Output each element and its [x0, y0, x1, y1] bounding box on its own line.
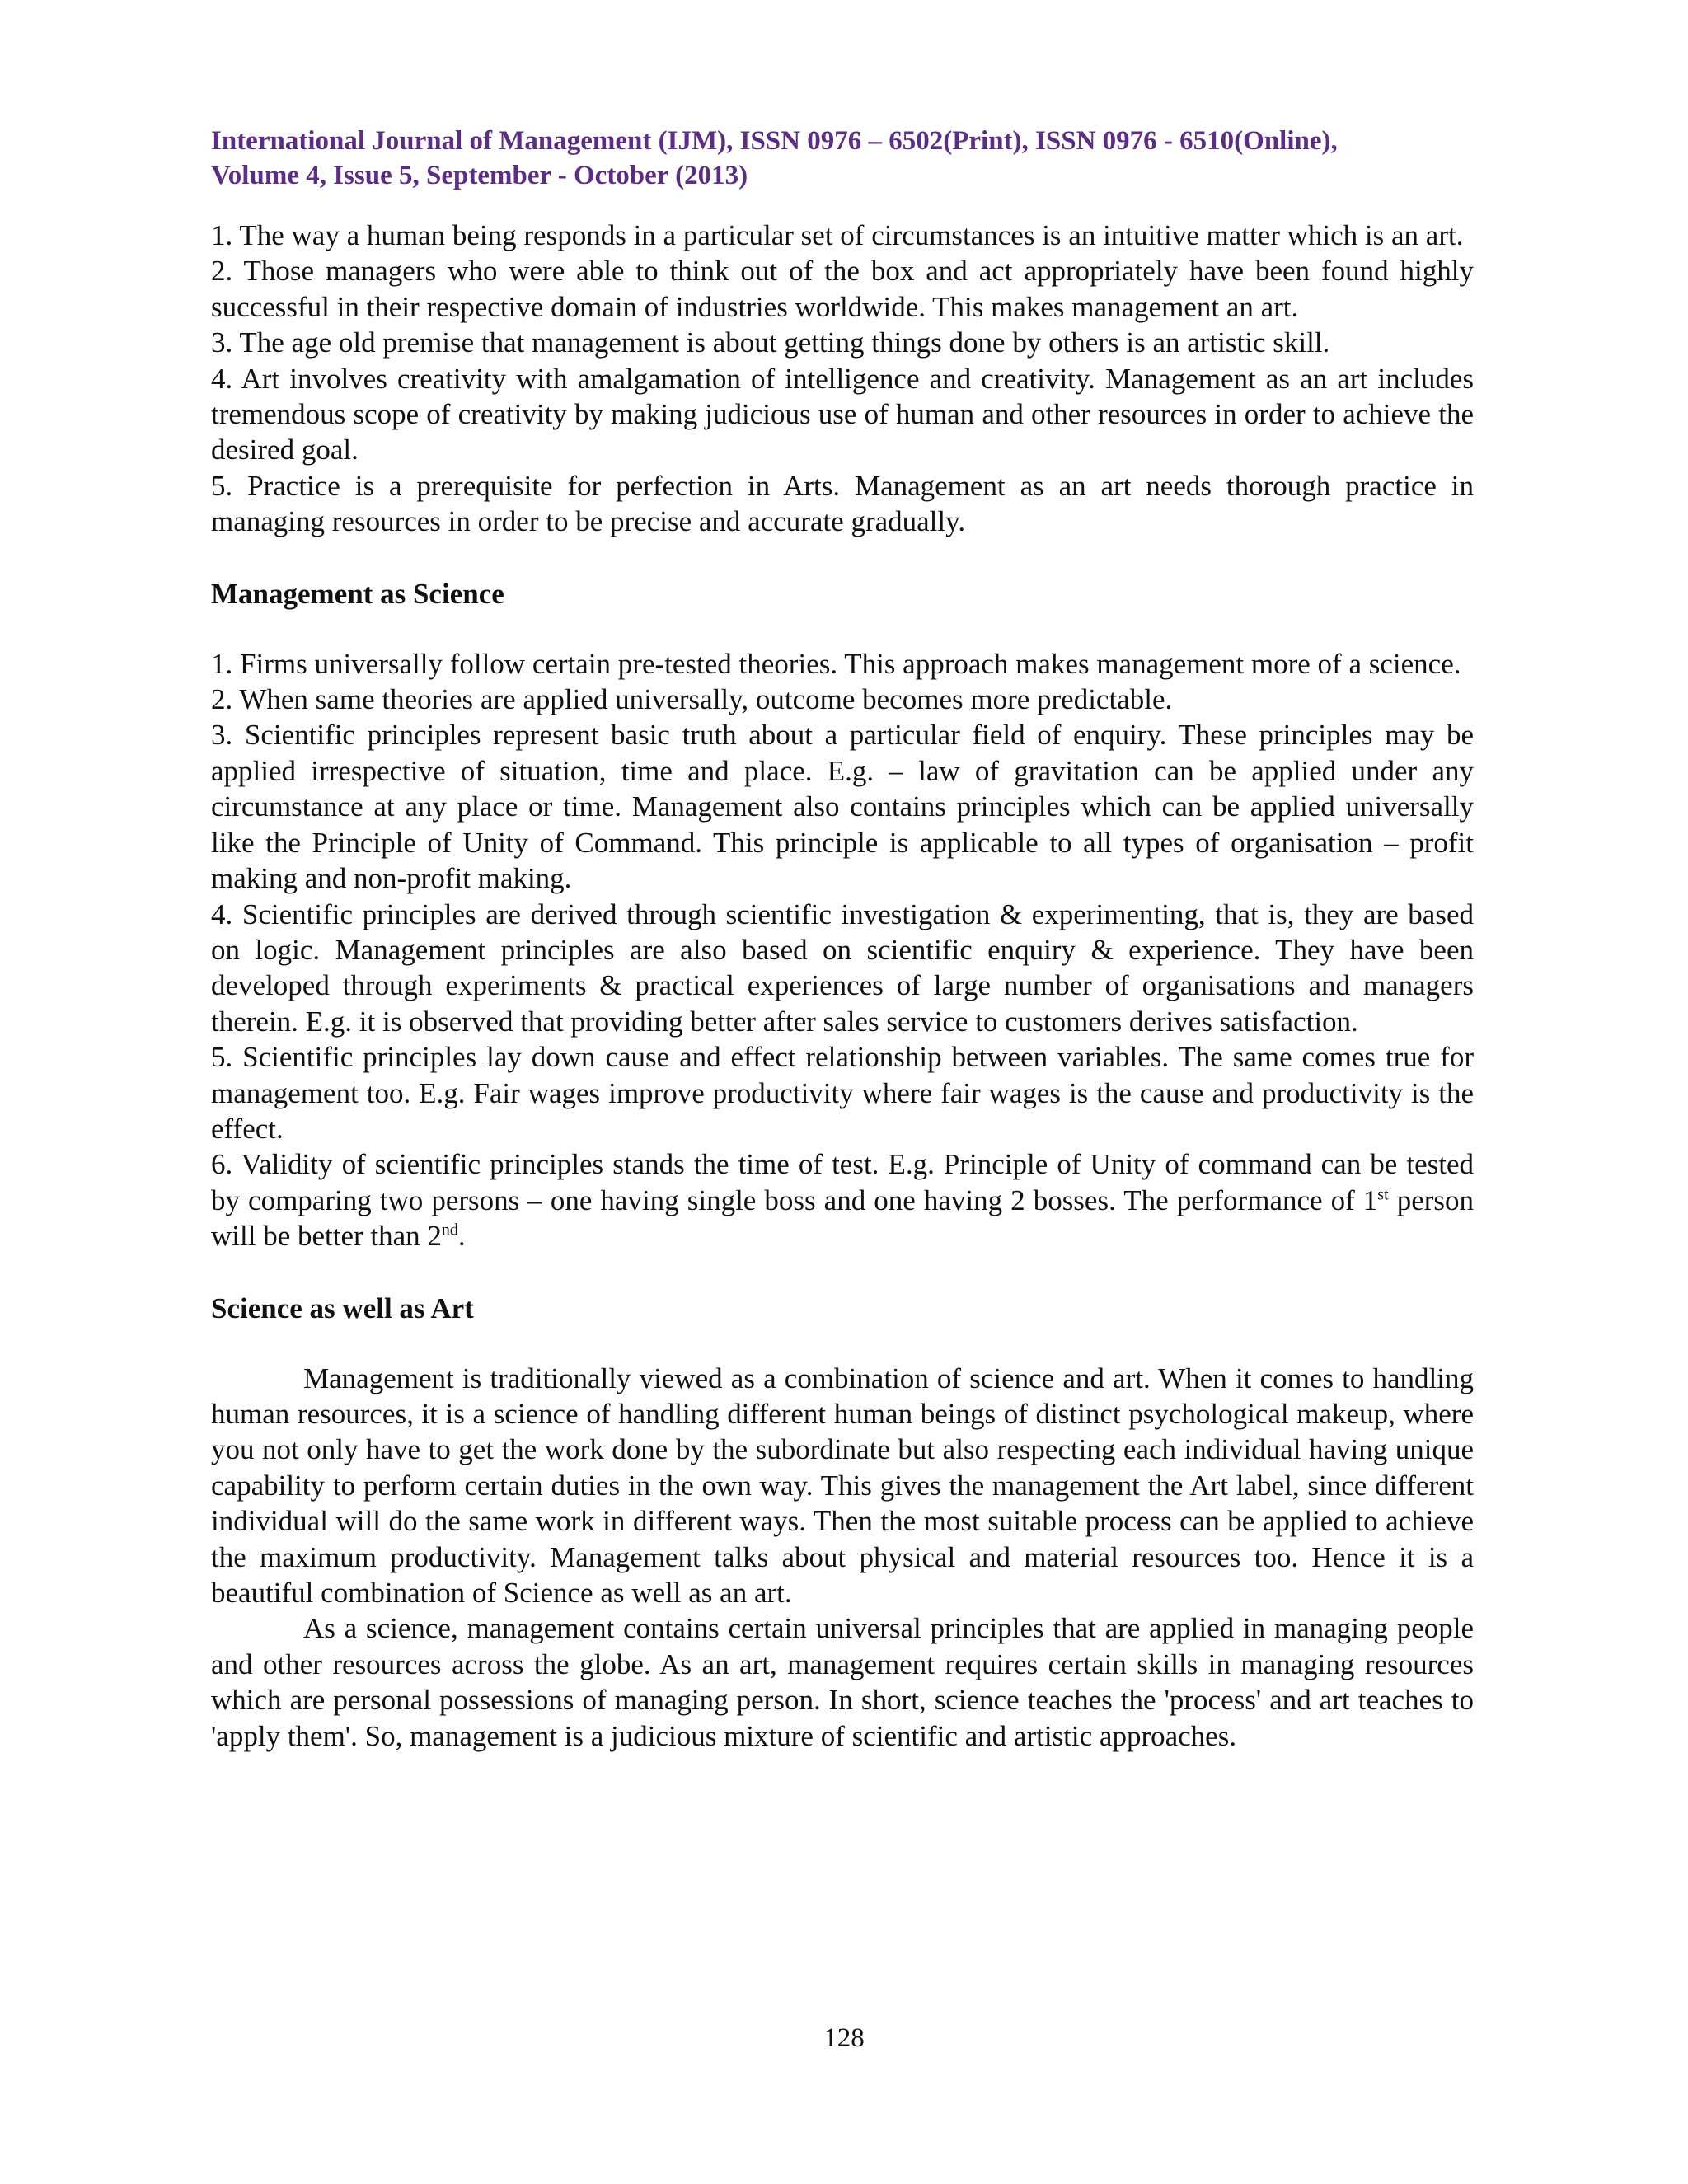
science-point-2: 2. When same theories are applied universally, outcome becomes more predictable. [211, 683, 1173, 716]
art-points-list [211, 218, 1474, 540]
art-point-4: 4. Art involves creativity with amalgamation of intelligence and creativity. Management as an art includes tremendous scope of creativity by making judicious use of human and other resources in order to achieve the desired goal. [211, 362, 1474, 466]
science-point-6-text-middle: person will be better than 2 [211, 1183, 1474, 1253]
science-points-list [211, 646, 1474, 1254]
science-point-5: 5. Scientific principles lay down cause and effect relationship between variables. The same comes true for management too. E.g. Fair wages improve productivity where fair wages is the cause and productivity is the effect. [211, 1041, 1474, 1145]
superscript-st: st [1377, 1185, 1389, 1204]
art-point-5: 5. Practice is a prerequisite for perfection in Arts. Management as an art needs thorough practice in managing resources in order to be precise and accurate gradually. [211, 469, 1474, 538]
document-page [211, 124, 1474, 1754]
combined-section-heading: Science as well as Art [211, 1291, 474, 1324]
science-point-1: 1. Firms universally follow certain pre-tested theories. This approach makes management more of a science. [211, 647, 1461, 680]
page-number: 128 [823, 2023, 865, 2053]
science-point-3: 3. Scientific principles represent basic truth about a particular field of enquiry. These principles may be applied irrespective of situation, time and place. E.g. – law of gravitation can be applied under any circumstance at any place or time. Management also contains principles which can be applied universally like the Principle of Unity of Command. This principle is applicable to all types of organisation – profit making and non-profit making. [211, 719, 1474, 895]
combined-paragraph-1: Management is traditionally viewed as a combination of science and art. When it comes to handling human resources, it is a science of handling different human beings of distinct psychological makeup, where you not only have to get the work done by the subordinate but also respecting each individual having unique capability to perform certain duties in the own way. This gives the management the Art label, since different individual will do the same work in different ways. Then the most suitable process can be applied to achieve the maximum productivity. Management talks about physical and material resources too. Hence it is a beautiful combination of Science as well as an art. [211, 1361, 1474, 1609]
science-point-6 [211, 1146, 1474, 1254]
combined-section-body [211, 1361, 1474, 1754]
science-point-6-text-before: 6. Validity of scientific principles stands the time of test. E.g. Principle of Unity of command can be tested by comparing two persons – one having single boss and one having 2 bosses. The performance of 1 [211, 1148, 1474, 1216]
science-section-heading: Management as Science [211, 577, 504, 610]
art-point-1: 1. The way a human being responds in a particular set of circumstances is an intuitive matter which is an art. [211, 219, 1464, 251]
art-point-3: 3. The age old premise that management is about getting things done by others is an artistic skill. [211, 326, 1330, 359]
superscript-nd: nd [441, 1221, 458, 1240]
journal-header [211, 124, 1474, 193]
journal-header-line-2: Volume 4, Issue 5, September - October (2013) [211, 161, 748, 190]
journal-header-line-1: International Journal of Management (IJM), ISSN 0976 – 6502(Print), ISSN 0976 - 6510(Online), [211, 126, 1338, 156]
science-point-6-text-after: . [457, 1220, 466, 1253]
combined-paragraph-2: As a science, management contains certain universal principles that are applied in managing people and other resources across the globe. As an art, management requires certain skills in managing resources which are personal possessions of managing person. In short, science teaches the 'process' and art teaches to 'apply them'. So, management is a judicious mixture of scientific and artistic approaches. [211, 1612, 1474, 1752]
art-point-2: 2. Those managers who were able to think out of the box and act appropriately have been found highly successful in their respective domain of industries worldwide. This makes management an art. [211, 255, 1474, 323]
science-point-4: 4. Scientific principles are derived through scientific investigation & experimenting, that is, they are based on logic. Management principles are also based on scientific enquiry & experience. They have been developed through experiments & practical experiences of large number of organisations and managers therein. E.g. it is observed that providing better after sales service to customers derives satisfaction. [211, 898, 1474, 1038]
